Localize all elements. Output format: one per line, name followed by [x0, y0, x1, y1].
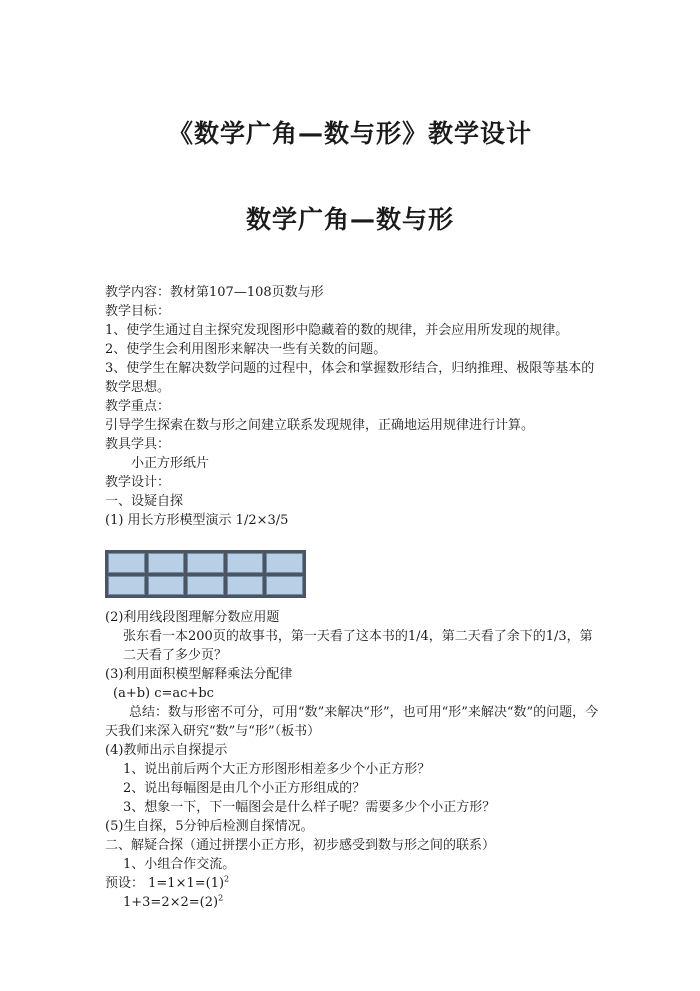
hint-1: 1、说出前后两个大正方形图形相差多少个小正方形？ [123, 762, 431, 777]
preset-1-exponent: 2 [224, 874, 230, 884]
hint-2: 2、说出每幅图是由几个小正方形组成的？ [123, 781, 366, 796]
grid-cell [227, 576, 264, 596]
step-1: (1) 用长方形模型演示 1/2×3/5 [105, 513, 289, 528]
summary: 总结：数与形密不可分，可用“数”来解决“形”，也可用“形”来解决“数”的问题，今天我们来深入研究“数”与“形”（板书） [105, 705, 599, 739]
preset-2-text: 1+3=2×2=(2) [123, 895, 219, 910]
grid-cell [148, 576, 185, 596]
grid-cell [227, 553, 264, 573]
goal-3: 3、使学生在解决数学问题的过程中，体会和掌握数形结合，归纳推理、极限等基本的数学思想。 [105, 361, 595, 395]
teaching-goals-heading: 教学目标： [105, 304, 171, 319]
step-2: (2)利用线段图理解分数应用题 [105, 610, 280, 625]
distributive-formula: (a+b) c=ac+bc [113, 686, 214, 701]
step-3: (3)利用面积模型解释乘法分配律 [105, 667, 293, 682]
grid-cell [148, 553, 185, 573]
preset-2 [105, 893, 600, 912]
grid-cell [187, 576, 224, 596]
group-work: 1、小组合作交流。 [123, 857, 236, 872]
rectangle-model-diagram [105, 550, 306, 598]
word-problem: 张东看一本200页的故事书，第一天看了这本书的1/4，第二天看了余下的1/3，第二天看了多少页？ [123, 629, 593, 663]
grid-cell [266, 553, 303, 573]
goal-1: 1、使学生通过自主探究发现图形中隐藏着的数的规律，并会应用所发现的规律。 [105, 323, 569, 338]
preset-2-exponent: 2 [218, 893, 224, 903]
key-points-heading: 教学重点： [105, 399, 171, 414]
step-4: (4)教师出示自探提示 [105, 743, 228, 758]
grid-cell [187, 553, 224, 573]
section-2-heading: 二、解疑合探（通过拼摆小正方形，初步感受到数与形之间的联系） [105, 838, 496, 853]
goal-2: 2、使学生会利用图形来解决一些有关数的问题。 [105, 342, 387, 357]
grid-cell [108, 576, 145, 596]
document-title: 《数学广角—数与形》教学设计 [167, 119, 532, 148]
section-1-heading: 一、设疑自探 [105, 494, 184, 509]
teaching-aids-heading: 教具学具： [105, 437, 171, 452]
teaching-aids-text: 小正方形纸片 [131, 456, 210, 471]
key-point-text: 引导学生探索在数与形之间建立联系发现规律，正确地运用规律进行计算。 [105, 418, 535, 433]
grid-cell [108, 553, 145, 573]
hint-3: 3、想象一下，下一幅图会是什么样子呢？需要多少个小正方形？ [123, 800, 496, 815]
preset-1-text: 预设： 1=1×1=(1) [105, 876, 225, 891]
document-subtitle: 数学广角—数与形 [245, 205, 454, 234]
document-body [105, 283, 600, 912]
teaching-design-heading: 教学设计： [105, 475, 171, 490]
teaching-content: 教学内容：教材第107—108页数与形 [105, 285, 324, 300]
preset-1 [105, 874, 600, 893]
grid-cell [266, 576, 303, 596]
step-5: (5)生自探，5分钟后检测自探情况。 [105, 819, 314, 834]
